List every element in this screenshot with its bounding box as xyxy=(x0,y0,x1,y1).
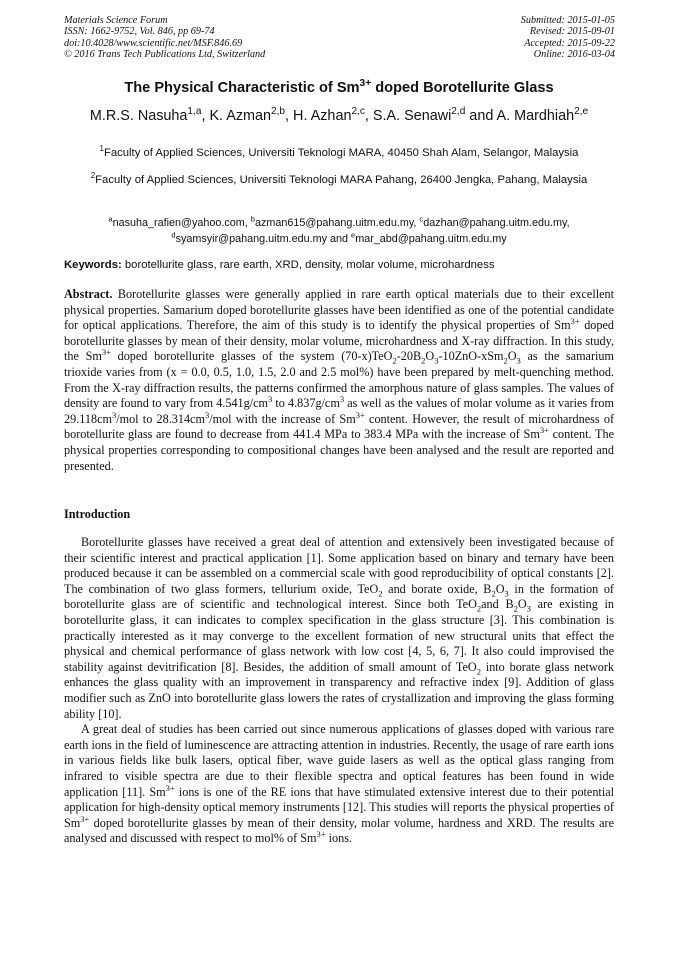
author-name: S.A. Senawi xyxy=(372,108,452,124)
affiliation-2: $^2$Faculty of Applied Sciences, Universiti Teknologi MARA Pahang, 26400 Jengka, Pahang, Malaysia xyxy=(90,171,588,186)
date-accepted: Accepted: 2015-09-22 xyxy=(524,37,615,49)
introduction-body xyxy=(64,535,614,847)
journal-name: Materials Science Forum xyxy=(64,15,168,26)
email-link[interactable]: syamsyir@pahang.uitm.edu.my xyxy=(175,233,327,245)
journal-doi: doi:10.4028/www.scientific.net/MSF.846.69 xyxy=(64,37,243,49)
date-revised: Revised: 2015-09-01 xyxy=(529,26,615,38)
journal-issn: ISSN: 1662-9752, Vol. 846, pp 69-74 xyxy=(64,26,215,38)
author-name: A. Mardhiah xyxy=(496,108,575,124)
email-link[interactable]: azman615@pahang.uitm.edu.my xyxy=(255,217,414,229)
paragraph: Borotellurite glasses have received a great deal of attention and extensively been investigated because of their scientific interest and practical application [1]. Some application based on binary and ternary have been produced because it can be assembled on a commercial scale with good reproducibility of optical constants [2]. The combination of two glass formers, tellurium oxide, TeO$_2$ and borate oxide, $B_2O_3$ in the formation of borotellurite glass are of scientific and technological interest. Since both TeO$_2$and $B_2O_3$ are existing in borotellurite glass, it can indicates to complex specification in the glass structure [3]. This combination is practically interested as it may converge to the excellent formation of new structural units that effect the physical and chemical performance of glass network with low cost [4, 5, 6, 7]. It also could improvised the stability against devitrification [8]. Besides, the addition of small amount of TeO$_2$ into borate glass network enhances the glass quality with an improvement in transparency and refractive index [9]. Addition of glass modifier such as ZnO into borotellurite glass lowers the rates of crystallization and improving the glass forming ability [10]. xyxy=(64,535,614,721)
email-link[interactable]: mar_abd@pahang.uitm.edu.my xyxy=(355,233,507,245)
author-name: M.R.S. Nasuha xyxy=(89,108,188,124)
author-name: H. Azhan xyxy=(293,108,352,124)
affiliation-1: $^1$Faculty of Applied Sciences, Universiti Teknologi MARA, 40450 Shah Alam, Selangor, Malaysia xyxy=(99,144,579,159)
keywords-label: Keywords: xyxy=(64,259,122,271)
keywords-text: borotellurite glass, rare earth, XRD, density, molar volume, microhardness xyxy=(121,259,495,271)
date-submitted: Submitted: 2015-01-05 xyxy=(520,15,615,26)
submission-dates xyxy=(521,15,615,61)
email-link[interactable]: nasuha_rafien@yahoo.com xyxy=(112,217,245,229)
date-online: Online: 2016-03-04 xyxy=(533,49,615,61)
journal-copyright: © 2016 Trans Tech Publications Ltd, Switzerland xyxy=(64,49,266,61)
author-emails: $^a$nasuha_rafien@yahoo.com, $^b$azman615@pahang.uitm.edu.my, $^c$dazhan@pahang.uitm.edu.my, $^d$syamsyir@pahang.uitm.edu.my and $^e$mar_abd@pahang.uitm.edu.my xyxy=(108,214,570,245)
introduction-heading: Introduction xyxy=(64,507,131,521)
abstract-label: Abstract. xyxy=(64,287,113,301)
abstract: Abstract. Borotellurite glasses were generally applied in rare earth optical materials due to their excellent physical properties. Samarium doped borotellurite glasses have been identified as one of the potential candidate for optical applications. Therefore, the aim of this study is to identify the physical properties of $Sm^{3+}$ doped borotellurite glasses by mean of their density, molar volume, microhardness and X-ray diffraction. In this study, the $Sm^{3+}$ doped borotellurite glasses of the system $(70-x)TeO_2-20B_2O_3-10ZnO-xSm_2O_3$ as the samarium trioxide varies from (x = 0.0, 0.5, 1.0, 1.5, 2.0 and 2.5 mol%) have been prepared by melt-quenching method. From the X-ray diffraction results, the patterns confirmed the amorphous nature of glass samples. The values of density are found to vary from $4.541g/cm^3$ to $4.837g/cm^3$ as well as the values of molar volume as it varies from $29.118cm^3$/mol to $28.314cm^3$/mol with the increase of $Sm^{3+}$ content. However, the result of microhardness of borotellurite glass are found to decrease from 441.4 MPa to 383.4 MPa with the increase of $Sm^{3+}$ content. The physical properties corresponding to compositional changes have been analysed and the result are reported and presented. xyxy=(64,287,615,473)
paragraph: A great deal of studies has been carried out since numerous applications of glasses doped with various rare earth ions in the field of luminescence are attracting attention in industries. Recently, the usage of rare earth ions in various fields like bulk lasers, optical fiber, wave guide lasers as well as the optical glass ranging from infrared to visible spectra are due to their flexible spectra and optical features has been found in wide application [11]. $Sm^{3+}$ ions is one of the RE ions that have stimulated extensive interest due to their potential application for high-density optical memory instruments [12]. This studies will reports the physical properties of $Sm^{3+}$ doped borotellurite glasses by mean of their density, molar volume, hardness and XRD. The results are analysed and discussed with respect to mol% of $Sm^{3+}$ ions. xyxy=(64,722,615,846)
paper-title: The Physical Characteristic of $Sm^{3+}$ doped Borotellurite Glass xyxy=(124,78,554,96)
author-name: K. Azman xyxy=(209,108,272,124)
journal-info xyxy=(64,15,265,61)
author-list: M.R.S. Nasuha$^{1,a}$, K. Azman$^{2,b}$, H. Azhan$^{2,c}$, S.A. Senawi$^{2,d}$ and A. Mardhiah$^{2,e}$ xyxy=(89,106,589,124)
email-link[interactable]: dazhan@pahang.uitm.edu.my xyxy=(423,217,567,229)
keywords xyxy=(64,259,614,271)
